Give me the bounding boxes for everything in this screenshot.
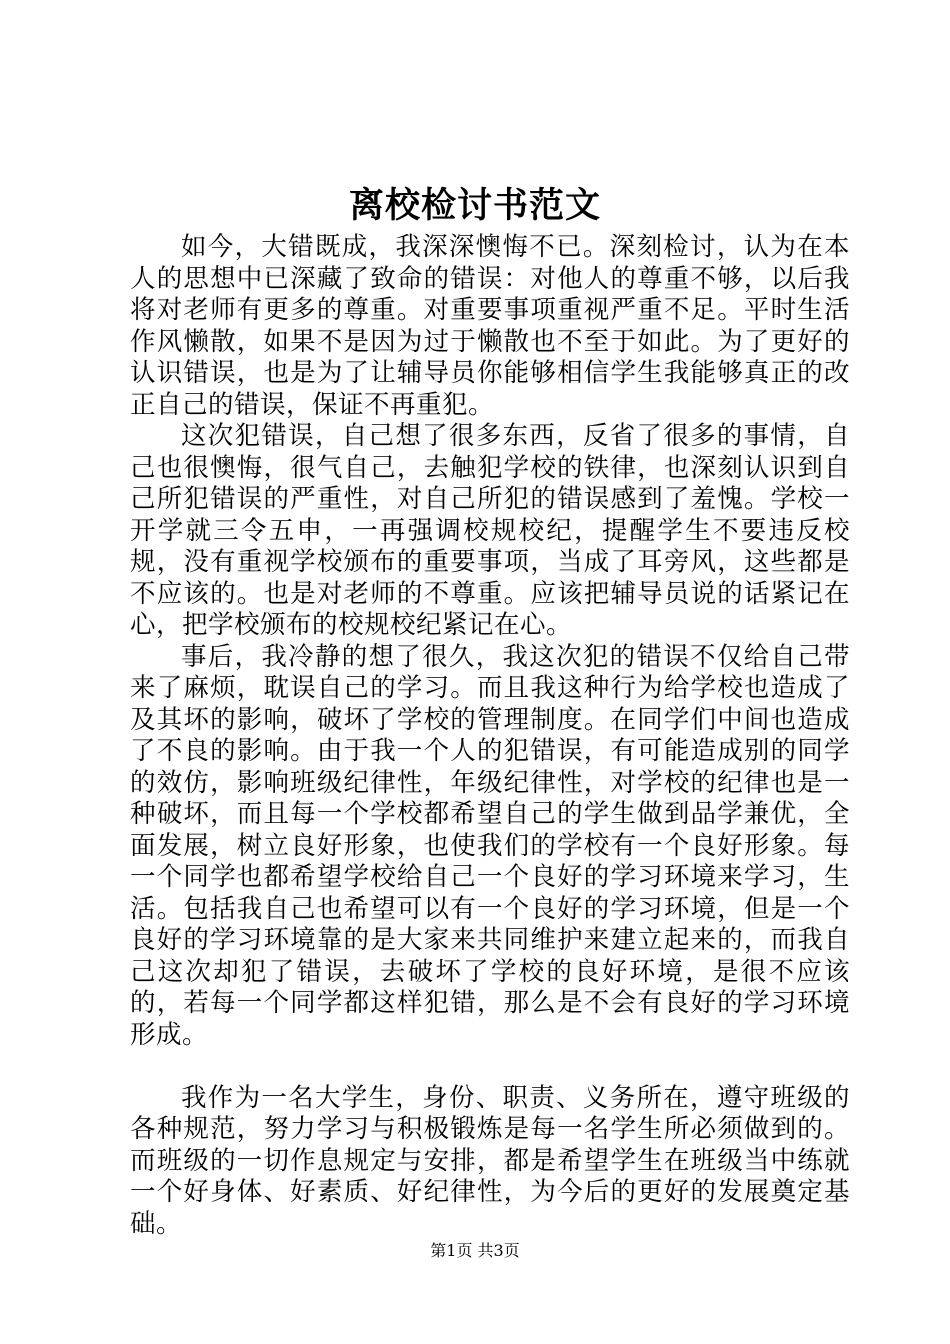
- paragraph-3: 事后，我冷静的想了很久，我这次犯的错误不仅给自己带来了麻烦，耽误自己的学习。而且我这种行为给学校也造成了及其坏的影响，破坏了学校的管理制度。在同学们中间也造成了不良的影响。由于我一个人的犯错误，有可能造成别的同学的效仿，影响班级纪律性，年级纪律性，对学校的纪律也是一种破坏，而且每一个学校都希望自己的学生做到品学兼优，全面发展，树立良好形象，也使我们的学校有一个良好形象。每一个同学也都希望学校给自己一个良好的学习环境来学习，生活。包括我自己也希望可以有一个良好的学习环境，但是一个良好的学习环境靠的是大家来共同维护来建立起来的，而我自己这次却犯了错误，去破坏了学校的良好环境，是很不应该的，若每一个同学都这样犯错，那么是不会有良好的学习环境形成。: [130, 641, 850, 1050]
- page-number-footer: 第1页 共3页: [430, 1241, 520, 1260]
- document-body: [130, 232, 850, 1240]
- paragraph-2: 这次犯错误，自己想了很多东西，反省了很多的事情，自己也很懊悔，很气自己，去触犯学校的铁律，也深刻认识到自己所犯错误的严重性，对自己所犯的错误感到了羞愧。学校一开学就三令五申，一再强调校规校纪，提醒学生不要违反校规，没有重视学校颁布的重要事项，当成了耳旁风，这些都是不应该的。也是对老师的不尊重。应该把辅导员说的话紧记在心，把学校颁布的校规校纪紧记在心。: [130, 421, 850, 640]
- paragraph-4: 我作为一名大学生，身份、职责、义务所在，遵守班级的各种规范，努力学习与积极锻炼是每一名学生所必须做到的。而班级的一切作息规定与安排，都是希望学生在班级当中练就一个好身体、好素质、好纪律性，为今后的更好的发展奠定基础。: [130, 1082, 850, 1239]
- document-title: 离校检讨书范文: [348, 185, 601, 226]
- paragraph-1: 如今，大错既成，我深深懊悔不已。深刻检讨，认为在本人的思想中已深藏了致命的错误：对他人的尊重不够，以后我将对老师有更多的尊重。对重要事项重视严重不足。平时生活作风懒散，如果不是因为过于懒散也不至于如此。为了更好的认识错误，也是为了让辅导员你能够相信学生我能够真正的改正自己的错误，保证不再重犯。: [130, 232, 850, 420]
